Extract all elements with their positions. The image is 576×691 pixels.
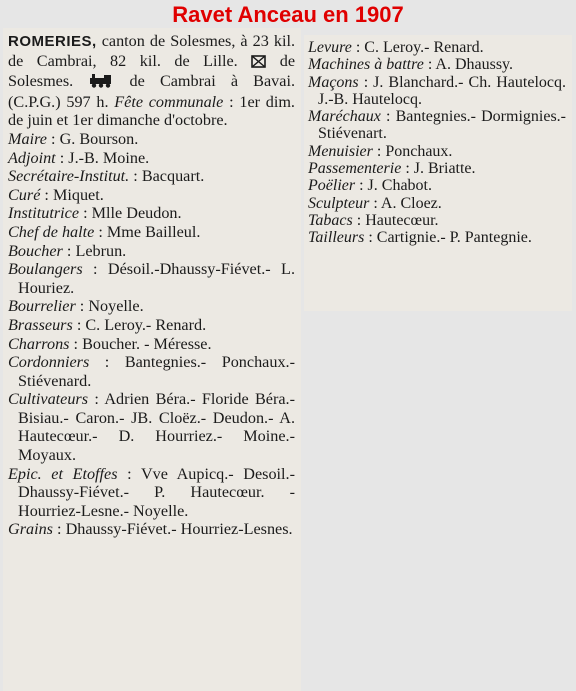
locomotive-icon — [88, 74, 114, 93]
entry-value: Lebrun. — [75, 241, 127, 260]
entry-label: Boucher : — [8, 242, 75, 260]
entry-label: Grains : — [8, 520, 66, 538]
entry-chef-de-halte — [8, 223, 295, 242]
entry-value: Désoil.-Dhaussy-Fiévet.- L. Houriez. — [18, 260, 295, 297]
entry-passementerie — [308, 160, 566, 177]
entry-cure — [8, 186, 295, 205]
entry-value: Adrien Béra.- Floride Béra.- Bisiau.- Caron.- JB. Cloëz.- Deudon.- A. Hautecœur.- D. Hourriez.- Moine.- Moyaux. — [18, 390, 295, 465]
entry-brasseurs — [8, 316, 295, 335]
entry-label: Passementerie : — [308, 160, 414, 177]
entry-value: Bantegnies.- Ponchaux.- Stiévenard. — [18, 353, 295, 390]
entry-grains — [8, 520, 295, 539]
entry-label: Sculpteur : — [308, 195, 381, 212]
entry-label: Charrons : — [8, 335, 82, 353]
entry-value: A. Cloez. — [380, 194, 442, 212]
entry-tailleurs — [308, 229, 566, 246]
entry-value: Boucher. - Méresse. — [82, 334, 212, 353]
entry-bourrelier — [8, 297, 295, 316]
entry-value: Ponchaux. — [385, 142, 453, 160]
entry-label: Chef de halte : — [8, 223, 107, 241]
entry-label: Maçons : — [308, 74, 373, 91]
postal-envelope-icon — [251, 54, 266, 73]
entry-label: Boulangers : — [8, 260, 108, 278]
entry-marechaux — [308, 108, 566, 143]
entry-value: Hautecœur. — [365, 211, 439, 229]
entry-value: J. Chabot. — [367, 177, 432, 195]
entry-cordonniers — [8, 353, 295, 390]
entry-label: Levure : — [308, 39, 364, 56]
header-text-3: de Cambrai à Bavai. (C.P.G.) 597 h. — [8, 72, 295, 111]
entry-label: Maire : — [8, 130, 60, 148]
entry-secretaire — [8, 167, 295, 186]
entry-label: Epic. et Etoffes : — [8, 465, 141, 483]
commune-name: ROMERIES, — [8, 33, 97, 50]
entry-sculpteur — [308, 195, 566, 212]
entry-label: Institutrice : — [8, 204, 92, 222]
page-banner-title: Ravet Anceau en 1907 — [172, 2, 404, 27]
entry-value: Dhaussy-Fiévet.- Hourriez-Lesnes. — [65, 520, 293, 539]
entry-value: Miquet. — [52, 185, 104, 204]
entry-value: C. Leroy.- Renard. — [364, 39, 484, 56]
entry-label: Adjoint : — [8, 149, 68, 167]
entry-cultivateurs — [8, 390, 295, 464]
entry-label: Menuisier : — [308, 143, 385, 160]
entry-charrons — [8, 335, 295, 354]
entry-boucher — [8, 242, 295, 261]
header-text-2: de Solesmes. — [8, 51, 296, 91]
fete-label: Fête communale — [114, 92, 224, 111]
entry-institutrice — [8, 204, 295, 223]
entry-label: Cordonniers : — [8, 353, 125, 371]
entry-label: Maréchaux : — [308, 108, 396, 125]
entry-value: Noyelle. — [88, 297, 144, 316]
entry-label: Cultivateurs : — [8, 390, 104, 408]
entry-adjoint — [8, 149, 295, 168]
entry-macons — [308, 74, 566, 109]
entry-value: Vve Aupicq.- Desoil.- Dhaussy-Fiévet.- P. Hautecœur. - Hourriez-Lesne.- Noyelle. — [18, 464, 295, 520]
entry-label: Tailleurs : — [308, 229, 377, 246]
entry-label: Machines à battre : — [308, 56, 435, 73]
entry-value: J. Briatte. — [413, 160, 476, 178]
header-text-4: : 1er dim. de juin et 1er dimanche d'octobre. — [8, 92, 295, 130]
entry-value: J.-B. Moine. — [68, 148, 150, 167]
entry-label: Secrétaire-Institut. : — [8, 167, 142, 185]
entry-label: Brasseurs : — [8, 316, 85, 334]
entry-machines-a-battre — [308, 56, 566, 73]
entry-value: Cartignie.- P. Pantegnie. — [376, 229, 532, 247]
entry-poelier — [308, 177, 566, 194]
entry-value: C. Leroy.- Renard. — [85, 315, 207, 334]
entry-value: Mlle Deudon. — [91, 204, 182, 223]
directory-column-left — [3, 28, 301, 691]
entry-menuisier — [308, 143, 566, 160]
entry-value: Mme Bailleul. — [106, 222, 201, 241]
commune-header — [8, 32, 295, 130]
entry-value: Bantegnies.- Dormignies.- Stiévenart. — [318, 108, 567, 143]
entry-maire — [8, 130, 295, 149]
entry-tabacs — [308, 212, 566, 229]
entry-label: Bourrelier : — [8, 297, 88, 315]
entry-value: A. Dhaussy. — [435, 56, 514, 74]
entry-label: Tabacs : — [308, 212, 365, 229]
entry-value: G. Bourson. — [59, 129, 139, 148]
entry-epiceries-etoffes — [8, 465, 295, 521]
entry-value: Bacquart. — [141, 167, 205, 186]
entry-value: J. Blanchard.- Ch. Hautelocq. J.-B. Hautelocq. — [318, 73, 566, 108]
directory-column-right — [304, 35, 572, 311]
entry-boulangers — [8, 260, 295, 297]
entry-label: Poëlier : — [308, 177, 368, 194]
entry-label: Curé : — [8, 186, 53, 204]
header-text-1: canton de Solesmes, à 23 kil. de Cambrai, 82 kil. de Lille. — [8, 32, 295, 70]
entry-levure — [308, 39, 566, 56]
